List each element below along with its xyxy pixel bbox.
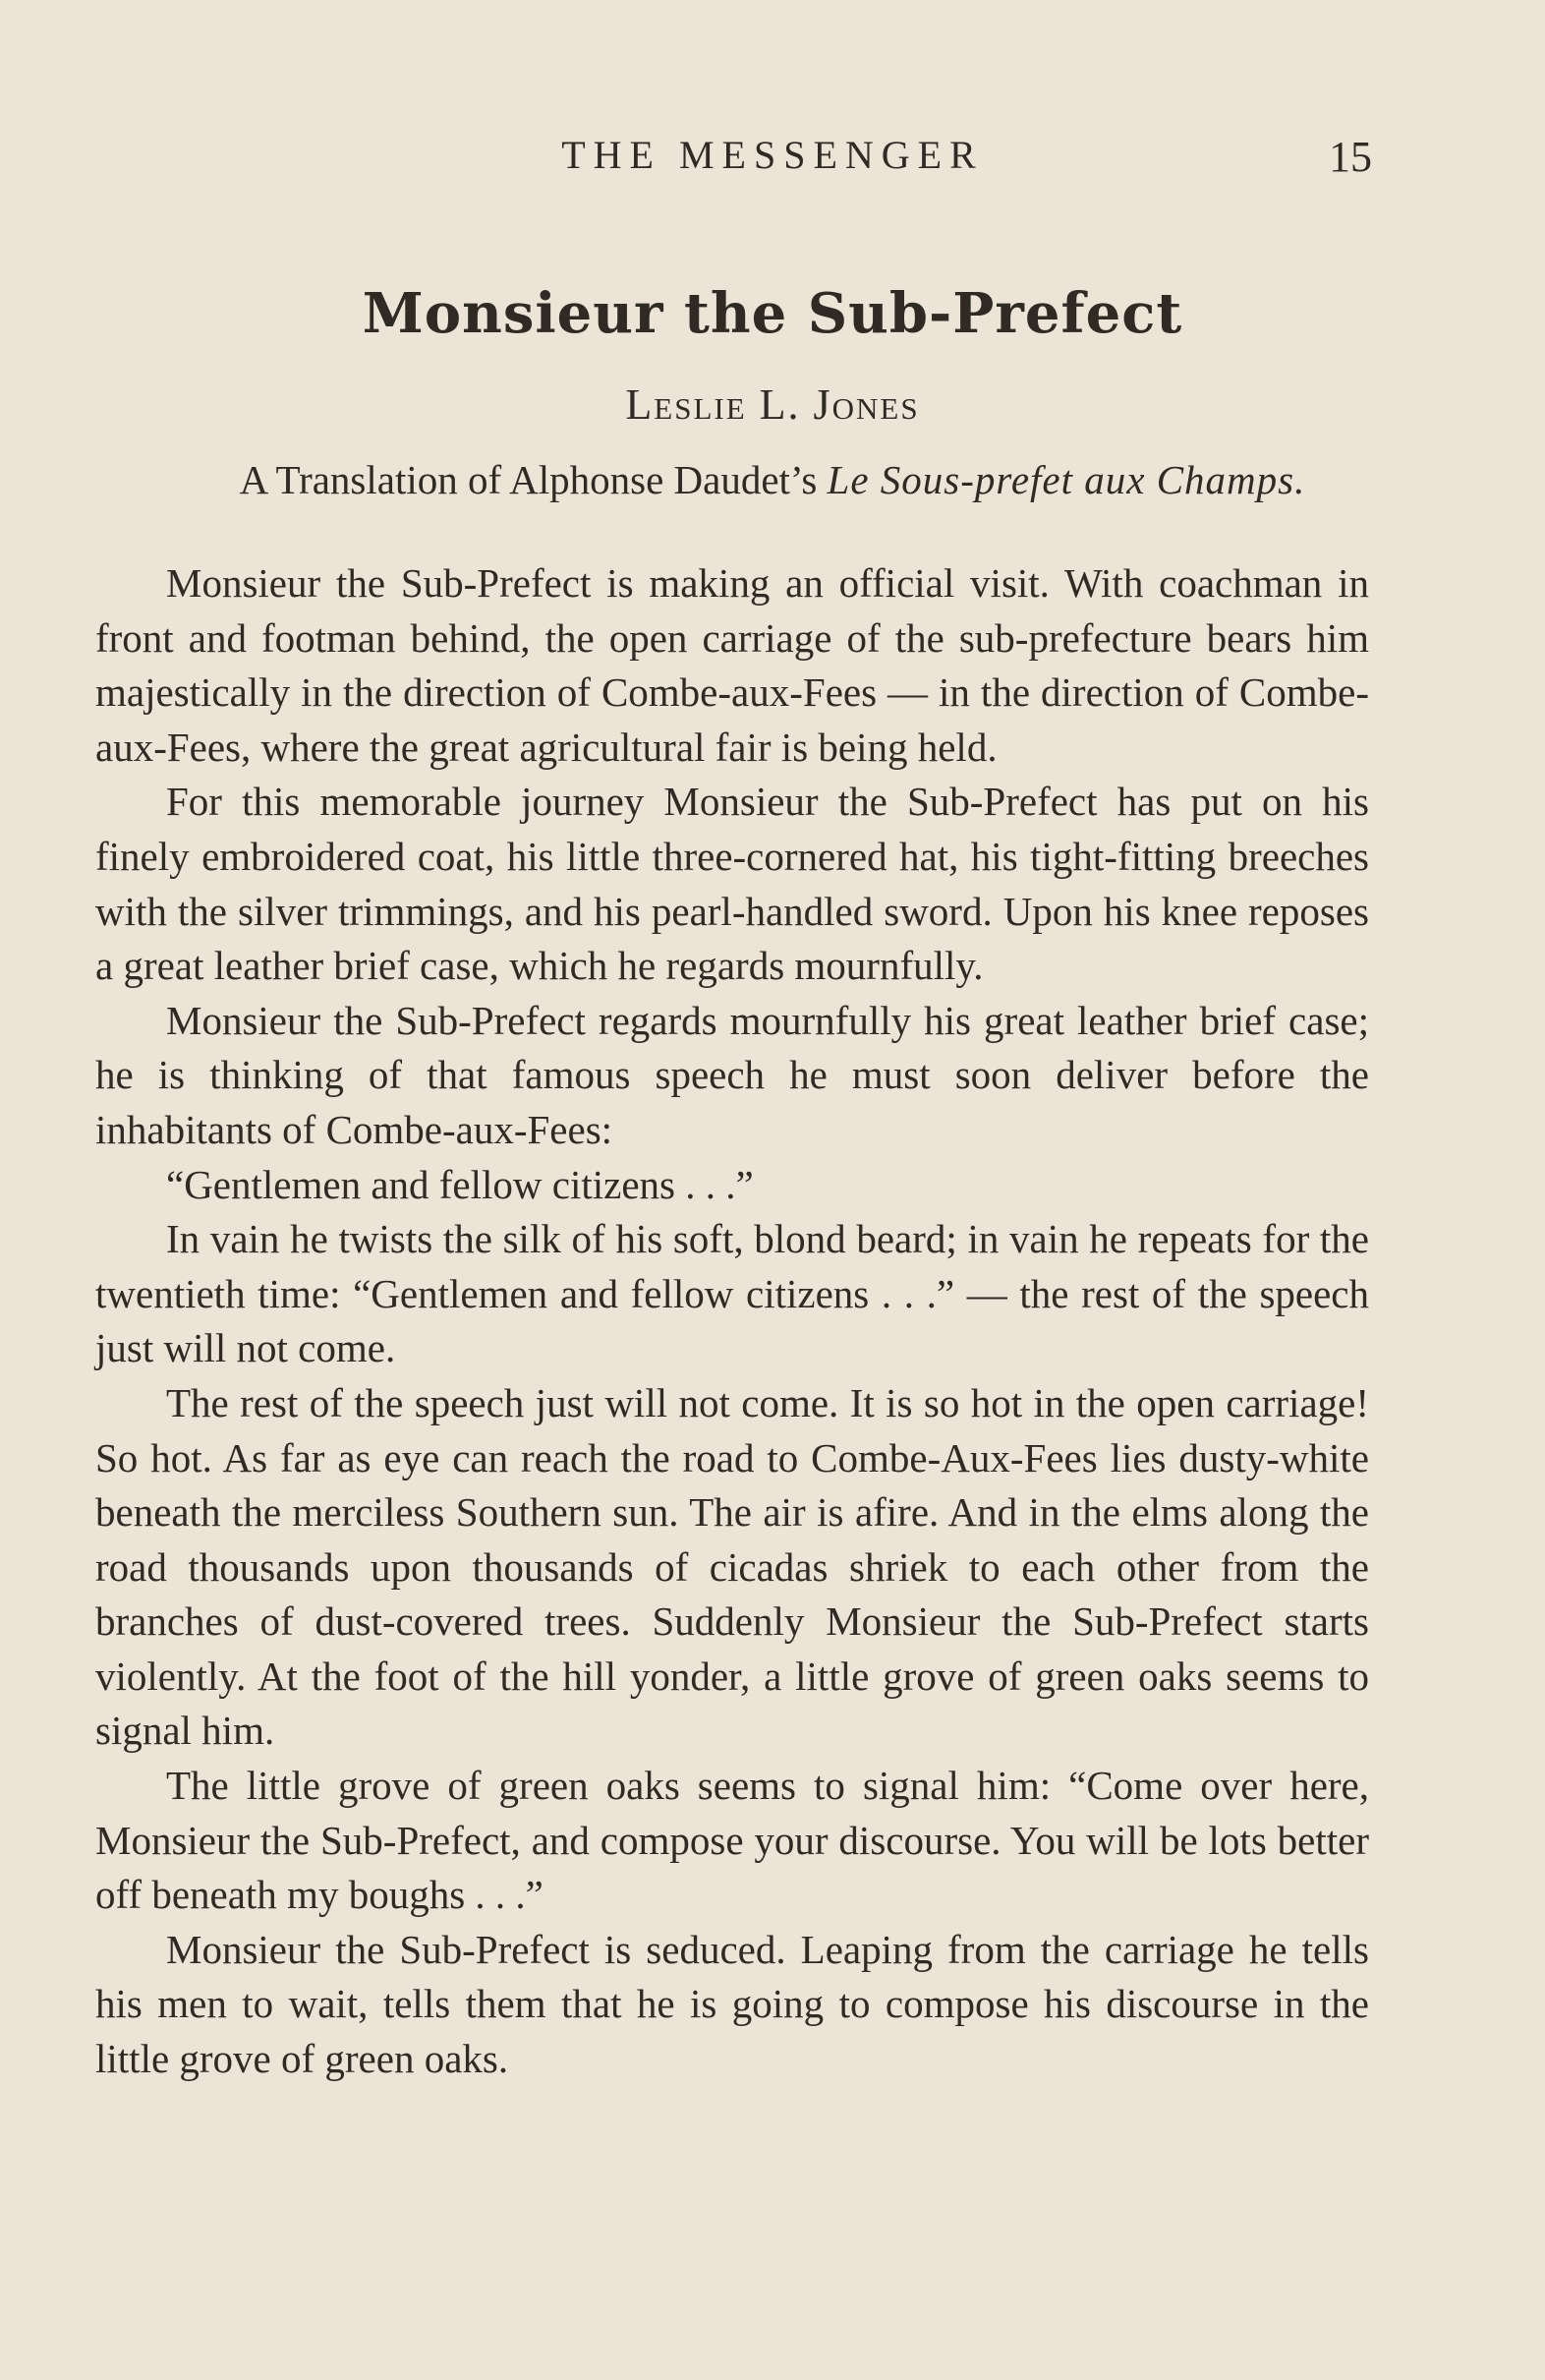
subtitle-prefix: A Translation of Alphonse Daudet’s [239,457,828,502]
running-head [0,132,1545,191]
paragraph: Monsieur the Sub-Prefect regards mournfully his great leather brief case; he is thinking of that famous speech he must soon deliver before the inhabitants of Combe-aux-Fees: [95,997,1369,1152]
paragraph: Monsieur the Sub-Prefect is making an official visit. With coachman in front and footman behind, the open carriage of the sub-prefecture bears him majestically in the direction of Combe-aux-Fees — in the direction of Combe-aux-Fees, where the great agricultural fair is being held. [95,560,1369,770]
paragraph: For this memorable journey Monsieur the Sub-Prefect has put on his finely embroidered coat, his little three-cornered hat, his tight-fitting breeches with the silver trimmings, and his pearl-handled sword. Upon his knee reposes a great leather brief case, which he regards mournfully. [95,779,1369,989]
article-body [95,556,1369,2087]
article-title: Monsieur the Sub-Prefect [362,281,1183,346]
page-number: 15 [1329,133,1372,181]
subtitle [0,456,1545,503]
paragraph: In vain he twists the silk of his soft, blond beard; in vain he repeats for the twentieth time: “Gentlemen and fellow citizens . . .” — the rest of the speech just will not come. [95,1216,1369,1371]
paragraph: “Gentlemen and fellow citizens . . .” [166,1161,754,1207]
paragraph: The little grove of green oaks seems to signal him: “Come over here, Monsieur the Sub-Prefect, and compose your discourse. You will be lots better off beneath my boughs . . .” [95,1763,1369,1918]
paragraph: Monsieur the Sub-Prefect is seduced. Leaping from the carriage he tells his men to wait, tells them that he is going to compose his discourse in the little grove of green oaks. [95,1926,1369,2082]
paragraph: The rest of the speech just will not come. It is so hot in the open carriage! So hot. As far as eye can reach the road to Combe-Aux-Fees lies dusty-white beneath the merciless Southern sun. The air is afire. And in the elms along the road thousands upon thousands of cicadas shriek to each other from the branches of dust-covered trees. Suddenly Monsieur the Sub-Prefect starts violently. At the foot of the hill yonder, a little grove of green oaks seems to signal him. [95,1379,1369,1754]
subtitle-work-title: Le Sous-prefet aux Champs. [827,457,1306,502]
journal-title: THE MESSENGER [561,133,984,177]
author-name: Leslie L. Jones [625,380,920,429]
